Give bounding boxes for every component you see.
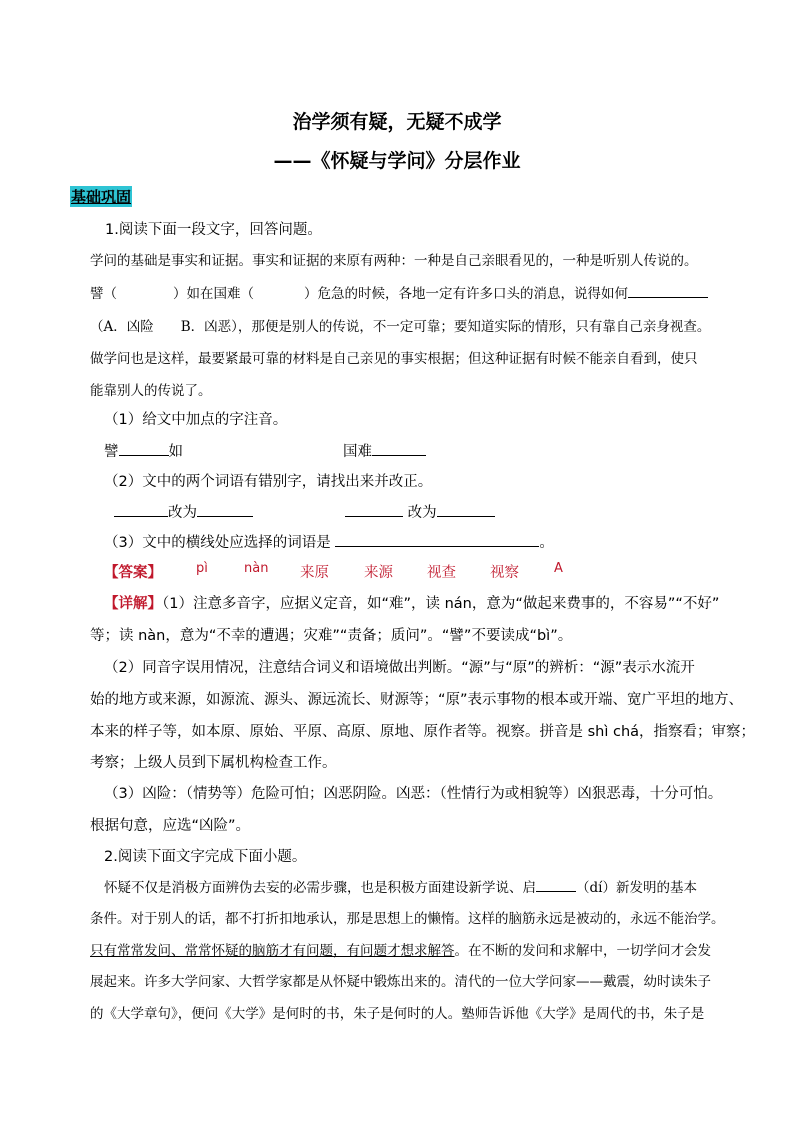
- q1-sub1-blank-a: 譬 如: [104, 440, 183, 461]
- q2-heading: 2.阅读下面文字完成下面小题。: [104, 849, 307, 865]
- answer-item: pì: [196, 561, 208, 576]
- answer-item: 来源: [364, 565, 393, 581]
- q1-sub3: （3）文中的横线处应选择的词语是 。: [104, 531, 554, 552]
- section-tag: 基础巩固: [71, 188, 132, 206]
- q1-sub2-blank-a: 改为: [114, 501, 253, 522]
- detail-line: 本来的样子等，如本原、原始、平原、高原、原地、原作者等。视察。拼音是 shì chá，指察看；审察；: [90, 724, 756, 740]
- q1-passage-line: 譬（ ）如在国难（ ）危急的时候，各地一定有许多口头的消息，说得如何: [90, 282, 708, 302]
- detail-line: 等；读 nàn，意为“不幸的遭遇；灾难”“责备；质问”。“譬”不要读成“bì”。: [90, 628, 573, 644]
- answer-item: nàn: [244, 561, 269, 576]
- q1-passage-line: （A．凶险 B．凶恶），那便是别人的传说，不一定可靠；要知道实际的情形，只有靠自己亲身视查。: [90, 319, 711, 335]
- q1-passage-line: 学问的基础是事实和证据。事实和证据的来原有两种：一种是自己亲眼看见的，一种是听别人传说的。: [90, 253, 698, 269]
- answer-label: 【答案】: [104, 565, 162, 581]
- detail-line: 始的地方或来源，如源流、源头、源远流长、财源等；“原”表示事物的根本或开端、宽广平坦的地方、: [90, 692, 744, 708]
- q1-heading: 1.阅读下面一段文字，回答问题。: [105, 222, 322, 238]
- page-subtitle: ——《怀疑与学问》分层作业: [273, 150, 521, 172]
- q1-sub2-blank-b: 改为: [345, 501, 495, 522]
- detail-line: 根据句意，应选“凶险”。: [90, 818, 251, 834]
- q2-passage-line: 展起来。许多大学问家、大哲学家都是从怀疑中锻炼出来的。清代的一位大学问家——戴震，幼时读朱子: [90, 974, 711, 990]
- answer-item: A: [554, 561, 563, 576]
- q2-passage-line: 的《大学章句》，便问《大学》是何时的书，朱子是何时的人。塾师告诉他《大学》是周代的书，朱子是: [90, 1006, 705, 1022]
- q1-sub2: （2）文中的两个词语有错别字，请找出来并改正。: [104, 474, 433, 490]
- detail-label: 【详解】: [104, 596, 162, 612]
- answer-row: [104, 561, 624, 581]
- page-title: 治学须有疑，无疑不成学: [292, 111, 502, 133]
- q1-sub1-blank-b: 国难: [343, 440, 426, 461]
- detail-line: （2）同音字误用情况，注意结合词义和语境做出判断。“源”与“原”的辨析：“源”表示水流开: [104, 660, 695, 676]
- q2-passage-line: 只有常常发问、常常怀疑的脑筋才有问题，有问题才想求解答。在不断的发问和求解中，一切学问才会发: [90, 943, 711, 959]
- q1-sub1: （1）给文中加点的字注音。: [104, 412, 288, 428]
- q2-passage-line: 条件。对于别人的话，都不打折扣地承认，那是思想上的懒惰。这样的脑筋永远是被动的，永远不能治学。: [90, 911, 725, 927]
- detail-line: 【详解】（1）注意多音字，应据义定音，如“难”，读 nán，意为“做起来费事的，不容易”“不好”: [104, 596, 720, 612]
- q1-passage-line: 能靠别人的传说了。: [90, 383, 212, 399]
- detail-line: 考察；上级人员到下属机构检查工作。: [90, 755, 337, 771]
- answer-item: 来原: [300, 565, 329, 581]
- answer-item: 视查: [427, 565, 456, 581]
- q1-passage-line: 做学问也是这样，最要紧最可靠的材料是自己亲见的事实根据；但这种证据有时候不能亲自看到，使只: [90, 351, 698, 367]
- q2-passage-line: 怀疑不仅是消极方面辨伪去妄的必需步骤，也是积极方面建设新学说、启 （dí）新发明的基本: [104, 876, 697, 896]
- detail-line: （3）凶险：（情势等）危险可怕；凶恶阴险。凶恶：（性情行为或相貌等）凶狠恶毒，十分可怕。: [104, 786, 723, 802]
- answer-item: 视察: [490, 565, 519, 581]
